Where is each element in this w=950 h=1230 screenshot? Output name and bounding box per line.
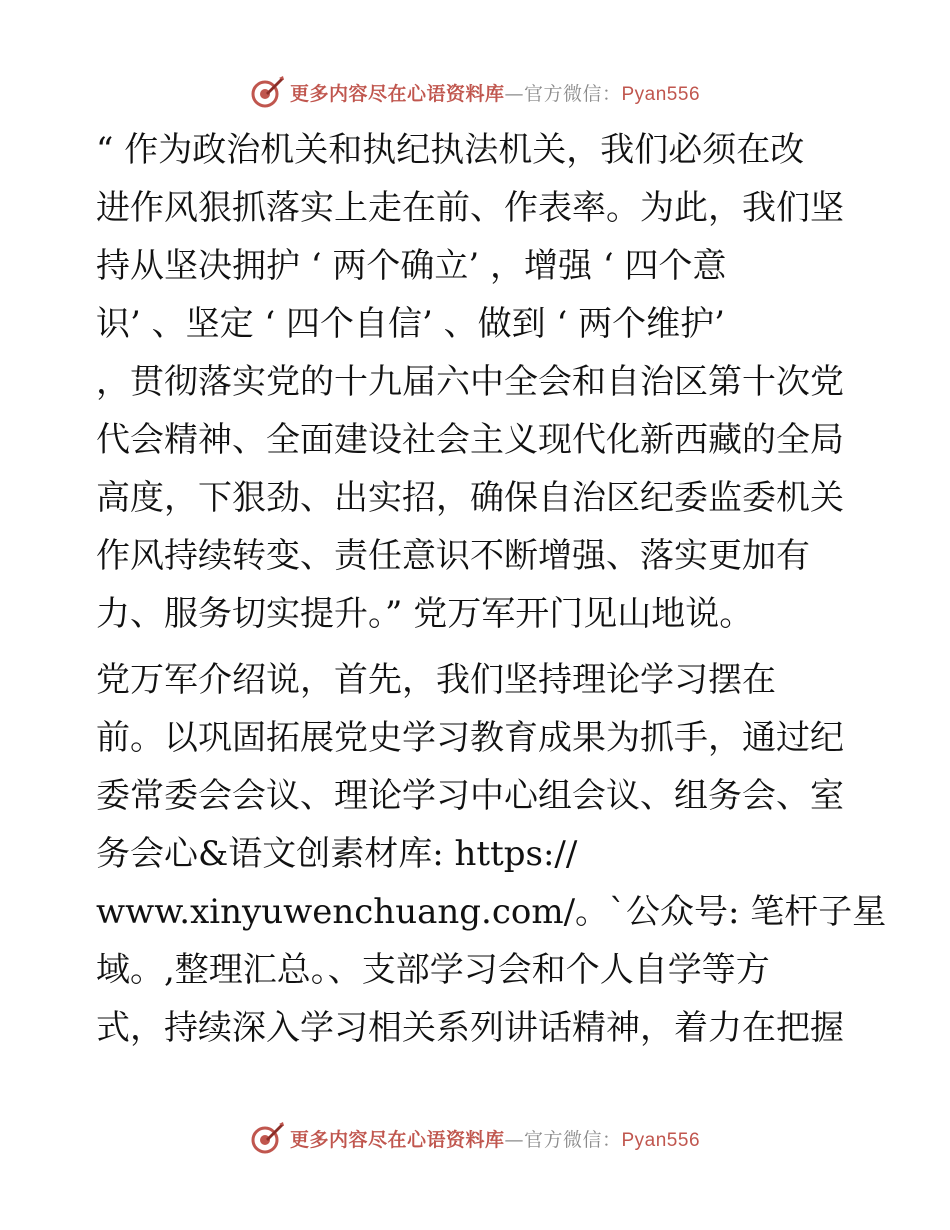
text-line: 域。,整理汇总。、支部学习会和个人自学等方 — [96, 950, 770, 990]
text-line: 持从坚决拥护 ‘ 两个确立’ ，增强 ‘ 四个意 — [96, 246, 727, 286]
watermark-dash: — — [504, 82, 524, 105]
watermark-account: Pyan556 — [621, 1129, 701, 1151]
watermark-official: 官方微信： — [523, 82, 622, 105]
watermark-title: 更多内容尽在心语资料库 — [289, 82, 505, 105]
text-line: 委常委会会议、理论学习中心组会议、组务会、室 — [96, 776, 844, 816]
text-line: 力、服务切实提升。” 党万军开门见山地说。 — [96, 594, 754, 634]
watermark-header — [0, 70, 950, 114]
text-line: 作风持续转变、责任意识不断增强、落实更加有 — [96, 536, 810, 576]
watermark-dash: — — [504, 1128, 524, 1151]
watermark-official: 官方微信： — [523, 1128, 622, 1151]
text-line: “ 作为政治机关和执纪执法机关，我们必须在改 — [96, 130, 805, 170]
text-line: 党万军介绍说，首先，我们坚持理论学习摆在 — [96, 660, 776, 700]
text-line: www.xinyuwenchuang.com/。`公众号: 笔杆子星 — [96, 892, 887, 932]
text-line: 代会精神、全面建设社会主义现代化新西藏的全局 — [96, 420, 844, 460]
pen-logo-icon — [250, 74, 286, 110]
text-line: 进作风狠抓落实上走在前、作表率。为此，我们坚 — [96, 188, 844, 228]
watermark-account: Pyan556 — [621, 83, 701, 105]
pen-logo-icon — [250, 1120, 286, 1156]
text-line: 务会心&语文创素材库: https:// — [96, 834, 578, 874]
text-line: 高度，下狠劲、出实招，确保自治区纪委监委机关 — [96, 478, 844, 518]
paragraph-2 — [96, 651, 887, 1057]
paragraph-1 — [96, 121, 856, 643]
document-body — [96, 121, 887, 1057]
watermark-title: 更多内容尽在心语资料库 — [289, 1128, 505, 1151]
text-line: 式，持续深入学习相关系列讲话精神，着力在把握 — [96, 1008, 844, 1048]
text-line: ，贯彻落实党的十九届六中全会和自治区第十次党 — [96, 362, 844, 402]
watermark-footer — [0, 1116, 950, 1160]
text-line: 识’ 、坚定 ‘ 四个自信’ 、做到 ‘ 两个维护’ — [96, 304, 725, 344]
text-line: 前。以巩固拓展党史学习教育成果为抓手，通过纪 — [96, 718, 844, 758]
